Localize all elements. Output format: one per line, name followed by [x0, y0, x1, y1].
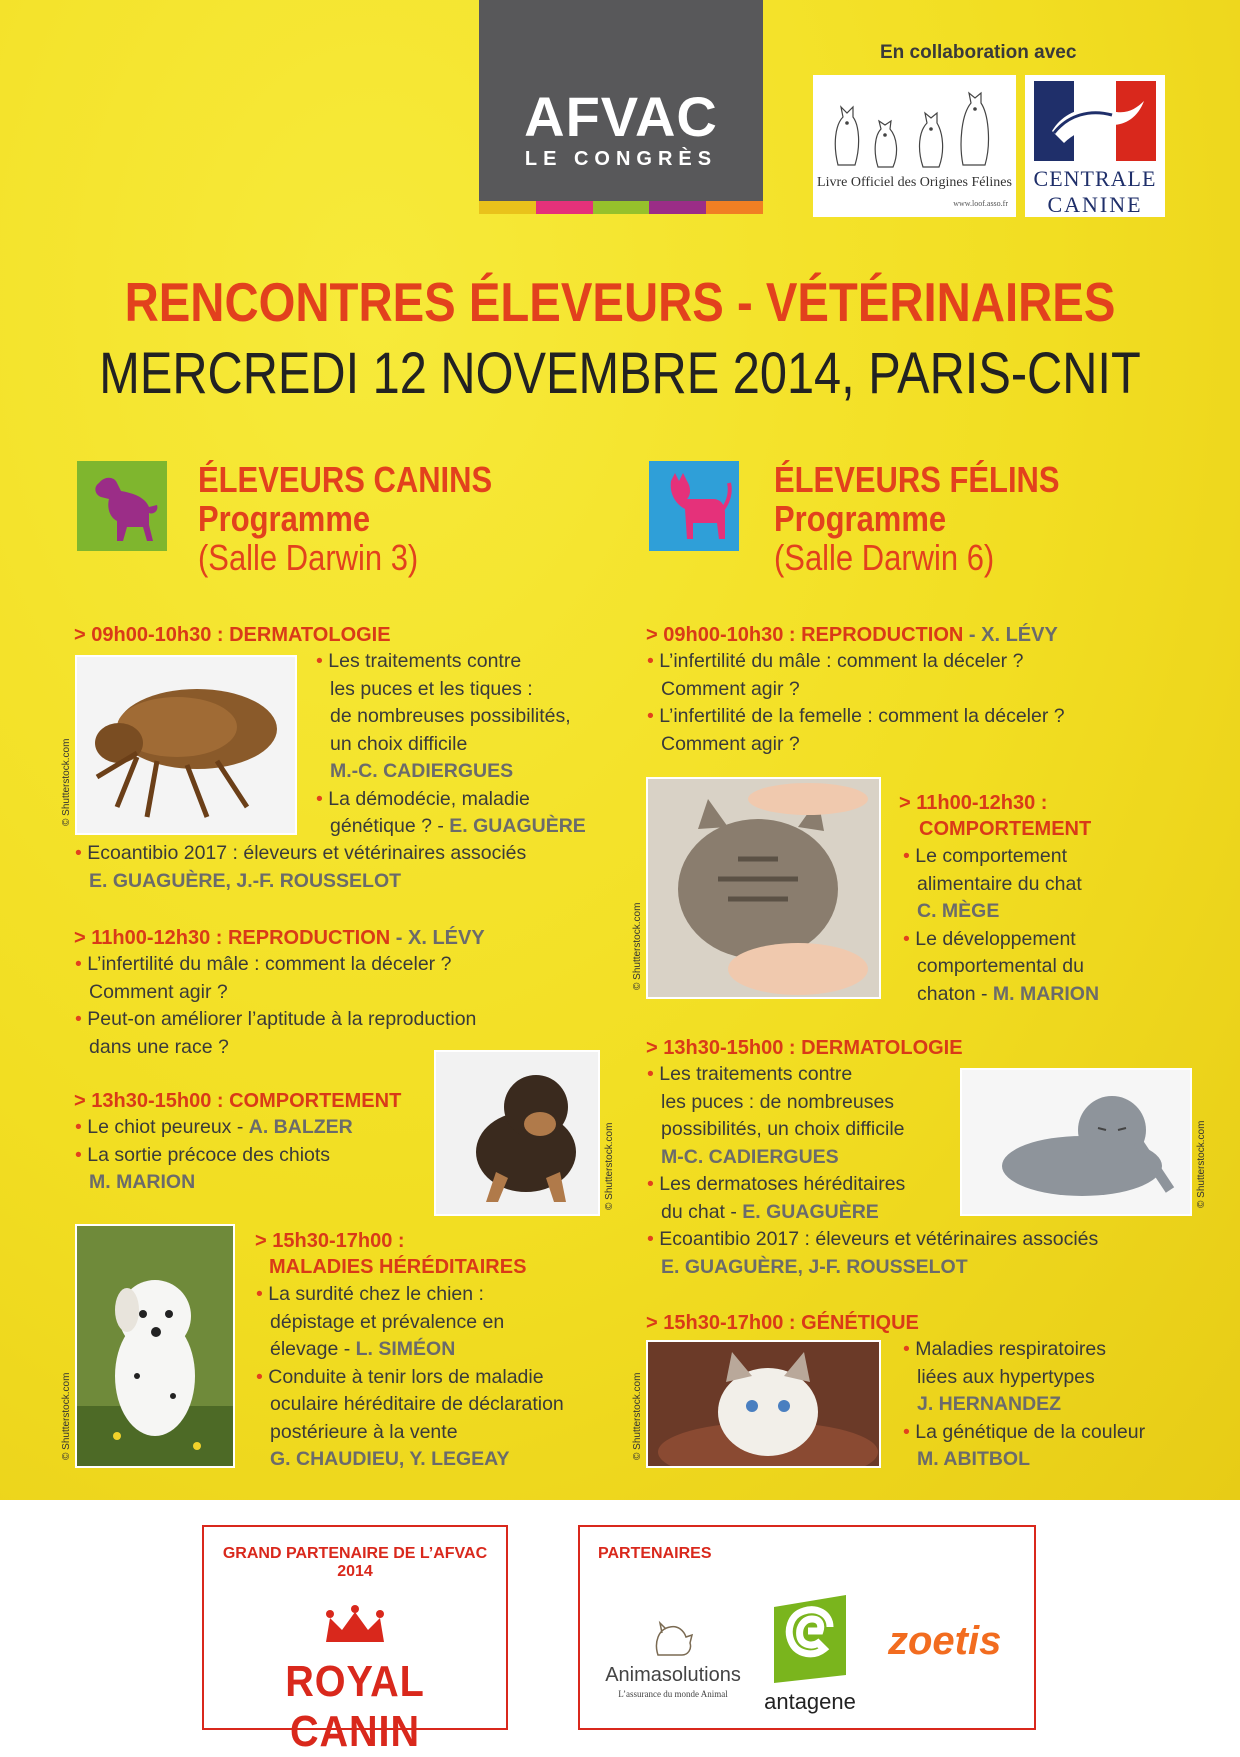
speaker-name: M. ABITBOL: [917, 1448, 1031, 1470]
speaker-name: E. GUAGUÈRE, J.-F. ROUSSELOT: [89, 869, 402, 892]
canins-heading-block: [198, 460, 540, 578]
slot-label: > 09h00-10h30 : REPRODUCTION: [646, 624, 964, 646]
grand-partner-title: GRAND PARTENAIRE DE L’AFVAC 2014: [222, 1545, 488, 1580]
text-line: Les traitements contre: [659, 1063, 853, 1085]
slot-label: > 11h00-12h30 : REPRODUCTION: [74, 927, 391, 949]
canins-room: (Salle Darwin 3): [198, 537, 419, 578]
speaker-name: L. SIMÉON: [355, 1338, 456, 1360]
text-line: Comment agir ?: [661, 732, 800, 755]
text-line: du chat -: [661, 1200, 743, 1223]
speaker-name: M. MARION: [992, 982, 1100, 1005]
canins-s3-text: • Le chiot peureux - A. BALZER • La sortie précoce des chiots M. MARION: [75, 1114, 353, 1197]
text-line: L’infertilité de la femelle : comment la déceler ?: [659, 705, 1065, 727]
separator: -: [963, 624, 982, 646]
afvac-title: AFVAC: [524, 85, 718, 148]
felins-slot4-time: > 15h30-17h00 : GÉNÉTIQUE: [646, 1312, 919, 1334]
partners-box: [578, 1525, 1036, 1730]
canins-slot1-time: > 09h00-10h30 : DERMATOLOGIE: [74, 624, 391, 646]
loof-url: www.loof.asso.fr: [953, 199, 1008, 208]
text-line: Comment agir ?: [661, 677, 800, 700]
text-line: La sortie précoce des chiots: [87, 1143, 331, 1166]
text-line: Comment agir ?: [89, 980, 228, 1003]
speaker-name: J. HERNANDEZ: [917, 1393, 1062, 1415]
afvac-subtitle: LE CONGRÈS: [524, 148, 718, 170]
text-line: liées aux hypertypes: [917, 1365, 1095, 1388]
crown-icon: [320, 1604, 390, 1646]
speaker-name: E. GUAGUÈRE: [449, 815, 586, 837]
slot-label: > 15h30-17h00 :: [255, 1230, 405, 1252]
dalmatian-icon: [77, 1226, 233, 1466]
text-line: Ecoantibio 2017 : éleveurs et vétérinaires associés: [659, 1228, 1099, 1250]
text-line: Le chiot peureux -: [87, 1116, 249, 1138]
canins-s1-text: • Les traitements contre les puces et les tiques : de nombreuses possibilités, un choix difficile M.-C. CADIERGUES • La démodécie, maladie génétique ? - E. GUAGUÈRE: [316, 650, 586, 837]
slot-label: MALADIES HÉRÉDITAIRES: [269, 1256, 527, 1278]
partners-title: PARTENAIRES: [598, 1545, 712, 1562]
separator: -: [390, 927, 408, 949]
canins-s4-text: • La surdité chez le chien : dépistage et prévalence en élevage - L. SIMÉON • Conduite à tenir lors de maladie oculaire héréditaire de déclaration postérieure à la vente G. CHAUDIEU, Y. LEGEAY: [256, 1281, 564, 1474]
speaker-name: E. GUAGUÈRE, J-F. ROUSSELOT: [661, 1255, 968, 1278]
felins-slot2-time: [899, 790, 1091, 842]
speaker-name: X. LÉVY: [408, 927, 485, 949]
text-line: alimentaire du chat: [917, 872, 1082, 895]
canins-programme: Programme: [198, 498, 371, 539]
animasolutions-tagline: L’assurance du monde Animal: [618, 1689, 728, 1699]
zoetis-logo: zoetis: [888, 1619, 1002, 1663]
felins-slot1-time: [646, 622, 1058, 648]
birman-kitten-photo: [646, 1340, 881, 1468]
canins-slot3-time: > 13h30-15h00 : COMPORTEMENT: [74, 1090, 402, 1112]
color-stripe: [649, 201, 706, 214]
canins-s2-text: • L’infertilité du mâle : comment la déceler ? Comment agir ? • Peut-on améliorer l’aptitude à la reproduction dans une race ?: [75, 951, 476, 1061]
text-line: un choix difficile: [330, 732, 468, 755]
felins-slot3-time: > 13h30-15h00 : DERMATOLOGIE: [646, 1037, 963, 1059]
cats-sketch-icon: [823, 85, 1006, 170]
felins-programme: Programme: [774, 498, 947, 539]
text-line: Le développement: [915, 927, 1076, 950]
text-line: La démodécie, maladie: [328, 787, 530, 810]
text-line: L’infertilité du mâle : comment la déceler ?: [659, 650, 1024, 672]
felins-s2-text: • Le comportement alimentaire du chat C. MÈGE • Le développement comportemental du chaton - M. MARION: [903, 845, 1100, 1005]
cat-icon: [649, 461, 739, 551]
text-line: Les dermatoses héréditaires: [659, 1173, 906, 1195]
text-line: Le comportement: [915, 845, 1067, 867]
text-line: Maladies respiratoires: [915, 1338, 1106, 1360]
birman-kitten-icon: [648, 1342, 879, 1466]
collaboration-label: En collaboration avec: [880, 42, 1077, 63]
antagene-logo: [760, 1587, 860, 1717]
centrale-canine-logo: [1025, 75, 1165, 217]
text-line: Conduite à tenir lors de maladie: [268, 1365, 544, 1388]
puppy-photo: [434, 1050, 600, 1216]
puppy-icon: [436, 1052, 598, 1214]
speaker-name: E. GUAGUÈRE: [742, 1200, 879, 1223]
canins-slot4-time: [255, 1228, 526, 1280]
color-stripe: [706, 201, 763, 214]
color-stripe: [593, 201, 650, 214]
text-line: les puces et les tiques :: [330, 677, 533, 700]
text-line: possibilités, un choix difficile: [661, 1118, 905, 1140]
centrale-label: CENTRALE: [1033, 166, 1157, 191]
flea-photo: [75, 655, 297, 835]
photo-credit: © Shutterstock.com: [1196, 1120, 1207, 1208]
felins-heading: ÉLEVEURS FÉLINS: [774, 459, 1060, 500]
page-subtitle: MERCREDI 12 NOVEMBRE 2014, PARIS-CNIT: [99, 341, 1141, 406]
grey-kitten-icon: [962, 1070, 1190, 1214]
grey-kitten-photo: [960, 1068, 1192, 1216]
text-line: La génétique de la couleur: [915, 1420, 1146, 1443]
animals-outline-icon: [648, 1619, 698, 1659]
centrale-canine-emblem-icon: [1034, 81, 1156, 161]
text-line: chaton -: [917, 982, 993, 1005]
text-line: L’infertilité du mâle : comment la déceler ?: [87, 953, 452, 975]
canins-heading: ÉLEVEURS CANINS: [198, 459, 493, 500]
canins-slot2-time: [74, 925, 485, 951]
text-line: postérieure à la vente: [270, 1420, 458, 1443]
animasolutions-logo: [598, 1619, 748, 1709]
grand-partner-box: [202, 1525, 508, 1756]
felins-s3-text: • Les traitements contre les puces : de nombreuses possibilités, un choix difficile M-C. CADIERGUES • Les dermatoses héréditaires du chat - E. GUAGUÈRE • Ecoantibio 2017 : éleveurs et vétérinaires associés E. GUAGUÈRE, J-F. ROUSSELOT: [647, 1061, 1098, 1281]
loof-logo: [813, 75, 1016, 217]
text-line: Peut-on améliorer l’aptitude à la reproduction: [87, 1008, 477, 1030]
dog-icon: [77, 461, 167, 551]
text-line: Ecoantibio 2017 : éleveurs et vétérinaires associés: [87, 842, 527, 864]
antagene-name: antagene: [764, 1689, 856, 1714]
text-line: dans une race ?: [89, 1035, 229, 1058]
color-stripe: [479, 201, 536, 214]
loof-label: Livre Officiel des Origines Félines: [817, 175, 1012, 190]
photo-credit: © Shutterstock.com: [632, 1372, 643, 1460]
cat-eating-icon: [648, 779, 879, 997]
speaker-name: M-C. CADIERGUES: [661, 1145, 839, 1168]
antagene-emblem-icon: [760, 1587, 860, 1687]
photo-credit: © Shutterstock.com: [632, 902, 643, 990]
felins-s4-text: • Maladies respiratoires liées aux hypertypes J. HERNANDEZ • La génétique de la couleur M. ABITBOL: [903, 1336, 1145, 1474]
speaker-name: C. MÈGE: [917, 900, 1000, 922]
animasolutions-name: Animasolutions: [605, 1664, 741, 1686]
cat-eating-photo: [646, 777, 881, 999]
text-line: oculaire héréditaire de déclaration: [270, 1393, 564, 1415]
text-line: génétique ? -: [330, 815, 450, 837]
canins-s1-ecoantibio: • Ecoantibio 2017 : éleveurs et vétérinaires associés E. GUAGUÈRE, J.-F. ROUSSELOT: [75, 840, 526, 895]
slot-label: > 11h00-12h30 :: [899, 792, 1048, 814]
photo-credit: © Shutterstock.com: [604, 1122, 615, 1210]
speaker-name: X. LÉVY: [981, 624, 1058, 646]
flea-icon: [77, 657, 295, 833]
page-title: RENCONTRES ÉLEVEURS - VÉTÉRINAIRES: [124, 271, 1116, 333]
text-line: élevage -: [270, 1338, 356, 1360]
felins-s1-text: • L’infertilité du mâle : comment la déceler ? Comment agir ? • L’infertilité de la femelle : comment la déceler ? Comment agir ?: [647, 648, 1065, 758]
text-line: de nombreuses possibilités,: [330, 705, 571, 727]
text-line: comportemental du: [917, 955, 1084, 977]
speaker-name: G. CHAUDIEU, Y. LEGEAY: [270, 1448, 510, 1470]
afvac-logo-block: [479, 0, 763, 214]
color-stripe: [536, 201, 593, 214]
canine-label: CANINE: [1047, 192, 1143, 217]
photo-credit: © Shutterstock.com: [61, 1372, 72, 1460]
speaker-name: M. MARION: [89, 1171, 196, 1193]
speaker-name: A. BALZER: [248, 1116, 353, 1138]
slot-label: COMPORTEMENT: [919, 818, 1092, 840]
photo-credit: © Shutterstock.com: [61, 738, 72, 826]
text-line: Les traitements contre: [328, 650, 522, 672]
felins-room: (Salle Darwin 6): [774, 537, 995, 578]
felins-heading-block: [774, 460, 1106, 578]
speaker-name: M.-C. CADIERGUES: [330, 760, 514, 782]
text-line: La surdité chez le chien :: [268, 1283, 484, 1305]
dalmatian-puppy-photo: [75, 1224, 235, 1468]
royal-canin-logo: ROYAL CANIN: [285, 1657, 425, 1756]
text-line: dépistage et prévalence en: [270, 1310, 505, 1333]
text-line: les puces : de nombreuses: [661, 1090, 895, 1113]
